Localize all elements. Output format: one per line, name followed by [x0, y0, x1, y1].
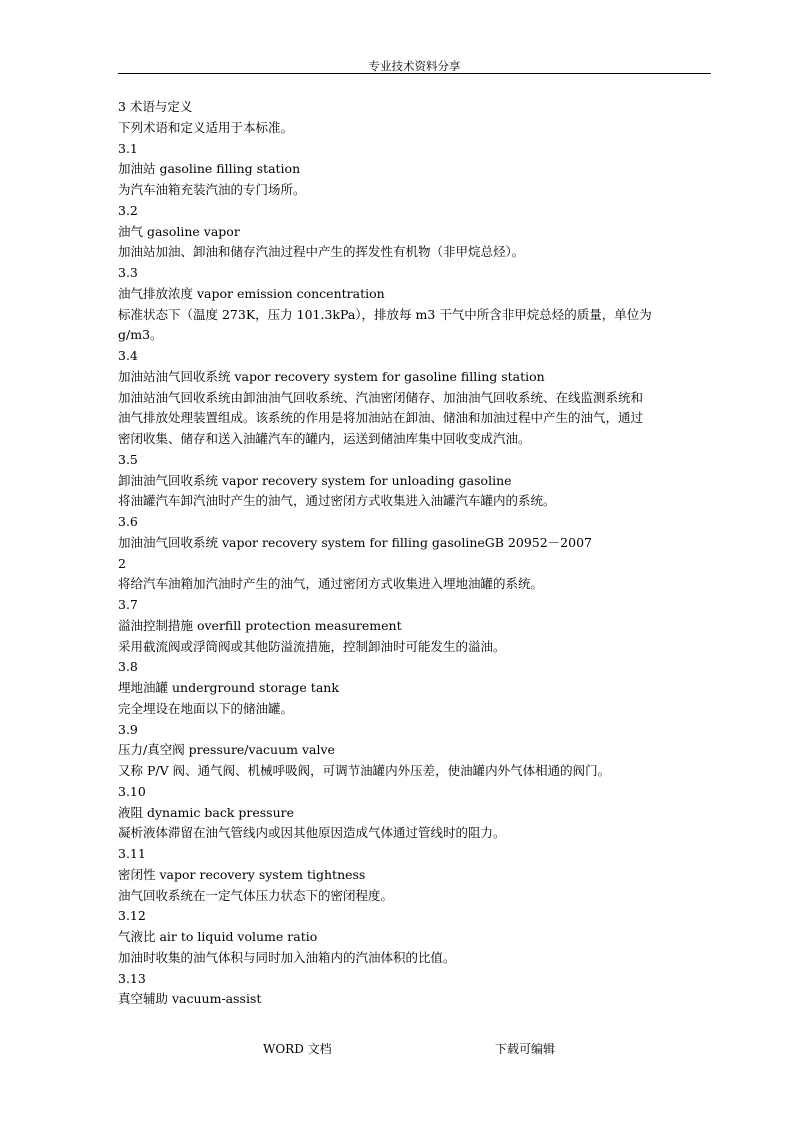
term-title: 加油站油气回收系统 vapor recovery system for gasoline filling station — [118, 368, 545, 384]
term-number: 3.13 — [118, 970, 146, 986]
term-definition: 油气排放处理装置组成。该系统的作用是将加油站在卸油、储油和加油过程中产生的油气，通过 — [118, 410, 644, 426]
body-text-line: 下列术语和定义适用于本标准。 — [118, 119, 294, 135]
term-number: 3.1 — [118, 140, 138, 156]
term-number: 3.5 — [118, 451, 138, 467]
term-title: 油气排放浓度 vapor emission concentration — [118, 285, 385, 301]
term-number: 3.9 — [118, 721, 138, 737]
term-number: 3.8 — [118, 659, 138, 675]
term-number: 3.11 — [118, 846, 146, 861]
term-definition: 油气回收系统在一定气体压力状态下的密闭程度。 — [118, 887, 394, 903]
term-definition: 将油罐汽车卸汽油时产生的油气，通过密闭方式收集进入油罐汽车罐内的系统。 — [118, 493, 556, 509]
page-number-text: 2 — [118, 555, 126, 571]
term-title: 气液比 air to liquid volume ratio — [118, 929, 318, 944]
term-definition: 凝析液体滞留在油气管线内或因其他原因造成气体通过管线时的阻力。 — [118, 825, 506, 841]
term-title: 压力/真空阀 pressure/vacuum valve — [118, 742, 335, 758]
term-number: 3.4 — [118, 348, 138, 363]
term-definition: 将给汽车油箱加汽油时产生的油气，通过密闭方式收集进入埋地油罐的系统。 — [118, 576, 544, 592]
term-number: 3.2 — [118, 202, 138, 218]
term-definition: 加油站油气回收系统由卸油油气回收系统、汽油密闭储存、加油油气回收系统、在线监测系统和 — [118, 389, 644, 405]
term-number: 3.7 — [118, 597, 138, 612]
term-definition: 为汽车油箱充装汽油的专门场所。 — [118, 182, 306, 197]
page-header: 专业技术资料分享 — [368, 59, 461, 73]
term-title: 真空辅助 vacuum-assist — [118, 991, 262, 1007]
term-definition: g/m3。 — [118, 327, 163, 343]
term-number: 3.10 — [118, 783, 146, 799]
term-title: 加油站 gasoline filling station — [118, 161, 301, 177]
header-divider — [118, 73, 711, 74]
term-definition: 完全埋设在地面以下的储油罐。 — [118, 700, 294, 716]
footer-right-label: 下载可编辑 — [495, 1042, 556, 1056]
term-title: 埋地油罐 underground storage tank — [118, 680, 339, 695]
term-definition: 加油时收集的油气体积与同时加入油箱内的汽油体积的比值。 — [118, 949, 456, 965]
term-definition: 密闭收集、储存和送入油罐汽车的罐内，运送到储油库集中回收变成汽油。 — [118, 431, 531, 446]
term-number: 3.6 — [118, 514, 138, 529]
term-title: 溢油控制措施 overfill protection measurement — [118, 617, 402, 633]
document-body — [118, 97, 711, 1010]
section-heading: 3 术语与定义 — [118, 99, 193, 114]
term-title: 液阻 dynamic back pressure — [118, 804, 294, 820]
footer-left-label: WORD 文档 — [263, 1042, 332, 1056]
term-number: 3.3 — [118, 265, 138, 280]
term-definition: 又称 P/V 阀、通气阀、机械呼吸阀，可调节油罐内外压差，使油罐内外气体相通的阀门。 — [118, 763, 611, 778]
term-definition: 加油站加油、卸油和储存汽油过程中产生的挥发性有机物（非甲烷总烃）。 — [118, 244, 525, 260]
term-title: 油气 gasoline vapor — [118, 223, 240, 239]
term-title: 密闭性 vapor recovery system tightness — [118, 866, 366, 882]
term-title: 卸油油气回收系统 vapor recovery system for unloading gasoline — [118, 472, 512, 488]
term-number: 3.12 — [118, 908, 146, 924]
term-definition: 标准状态下（温度 273K，压力 101.3kPa），排放每 m3 干气中所含非甲烷总烃的质量，单位为 — [118, 306, 652, 322]
term-title: 加油油气回收系统 vapor recovery system for filling gasolineGB 20952－2007 — [118, 534, 592, 550]
term-definition: 采用截流阀或浮筒阀或其他防溢流措施，控制卸油时可能发生的溢油。 — [118, 638, 506, 654]
